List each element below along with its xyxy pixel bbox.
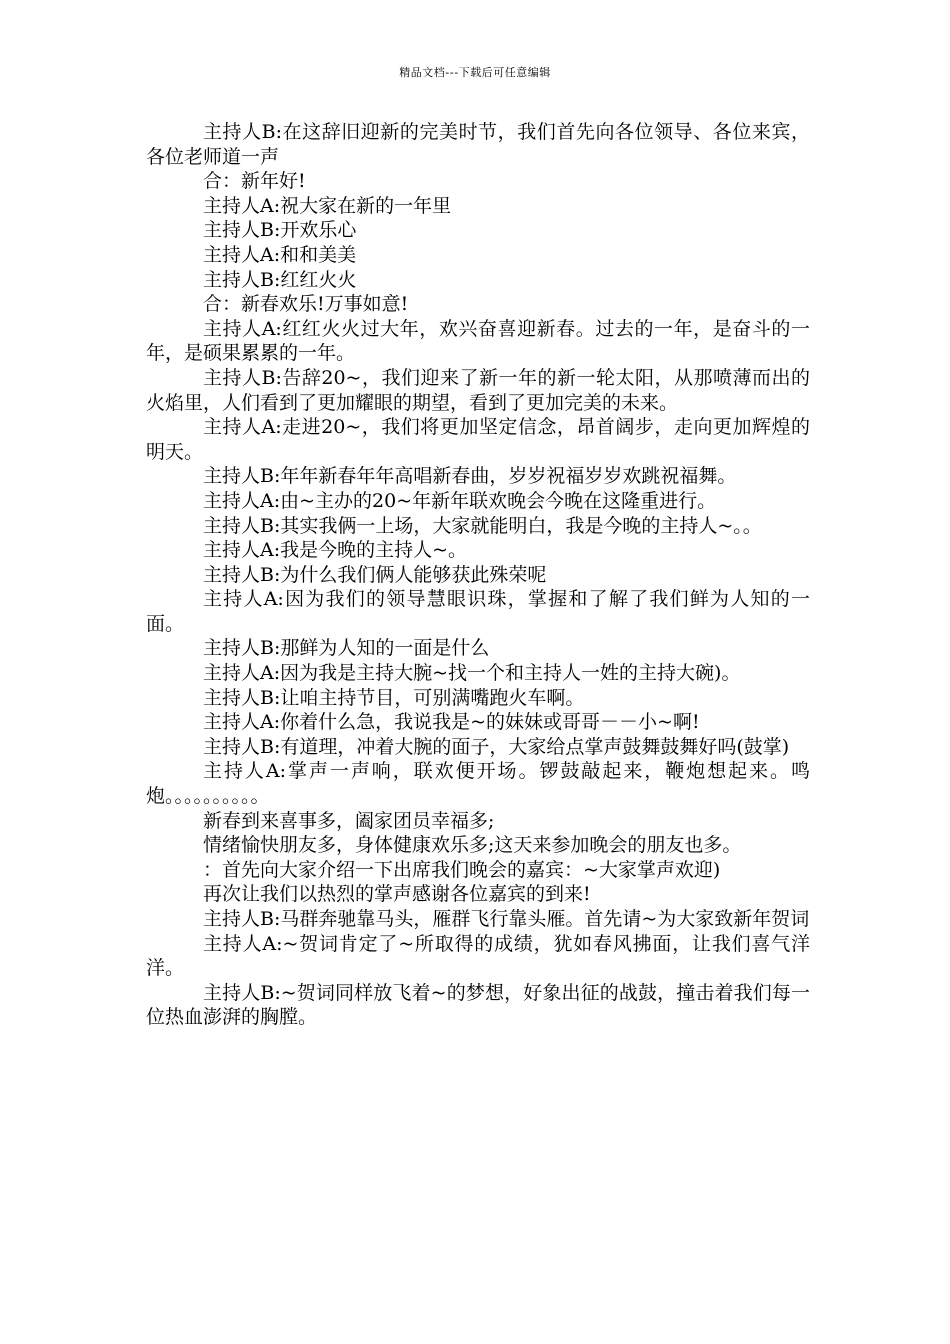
paragraph: 主持人A:红红火火过大年，欢兴奋喜迎新春。过去的一年，是奋斗的一年，是硕果累累的一年。 bbox=[146, 317, 810, 365]
paragraph: 新春到来喜事多，阖家团员幸福多; bbox=[203, 809, 495, 832]
paragraph: 再次让我们以热烈的掌声感谢各位嘉宾的到来! bbox=[203, 883, 591, 906]
paragraph: 主持人A:祝大家在新的一年里 bbox=[203, 194, 452, 217]
paragraph: 主持人B:马群奔驰靠马头，雁群飞行靠头雁。首先请~为大家致新年贺词 bbox=[203, 908, 810, 930]
paragraph: 主持人B:~贺词同样放飞着~的梦想，好象出征的战鼓，撞击着我们每一位热血澎湃的胸膛。 bbox=[146, 981, 810, 1029]
paragraph: 主持人A:由~主办的20~年新年联欢晚会今晚在这隆重进行。 bbox=[203, 489, 717, 512]
paragraph: 主持人A:我是今晚的主持人~。 bbox=[203, 539, 468, 562]
page-header: 精品文档---下载后可任意编辑 bbox=[399, 66, 551, 79]
paragraph: 主持人A:掌声一声响，联欢便开场。锣鼓敲起来，鞭炮想起来。鸣炮。。。。。。。。。。 bbox=[146, 760, 810, 808]
paragraph: 主持人B:年年新春年年高唱新春曲，岁岁祝福岁岁欢跳祝福舞。 bbox=[203, 465, 737, 488]
paragraph: 合：新春欢乐!万事如意! bbox=[203, 293, 409, 316]
document-body bbox=[146, 120, 810, 1030]
paragraph: 主持人B:红红火火 bbox=[203, 268, 357, 291]
paragraph: 主持人A:走进20~，我们将更加坚定信念，昂首阔步，走向更加辉煌的明天。 bbox=[146, 416, 810, 463]
paragraph: 主持人B:让咱主持节目，可别满嘴跑火车啊。 bbox=[203, 686, 585, 709]
paragraph: 主持人B:开欢乐心 bbox=[203, 219, 357, 242]
paragraph: 主持人B:其实我俩一上场，大家就能明白，我是今晚的主持人~。。 bbox=[203, 514, 762, 537]
paragraph: 主持人A:因为我是主持大腕~找一个和主持人一姓的主持大碗)。 bbox=[203, 662, 741, 685]
paragraph: 主持人B:有道理，冲着大腕的面子，大家给点掌声鼓舞鼓舞好吗(鼓掌) bbox=[203, 735, 790, 758]
paragraph: 主持人B:为什么我们俩人能够获此殊荣呢 bbox=[203, 563, 547, 586]
paragraph: 主持人A:和和美美 bbox=[203, 243, 357, 266]
paragraph: 主持人A:~贺词肯定了~所取得的成绩，犹如春风拂面，让我们喜气洋洋。 bbox=[146, 932, 810, 980]
paragraph: 情绪愉快朋友多，身体健康欢乐多;这天来参加晚会的朋友也多。 bbox=[203, 834, 742, 857]
paragraph: 主持人A:因为我们的领导慧眼识珠，掌握和了解了我们鲜为人知的一面。 bbox=[146, 588, 810, 635]
paragraph: ：首先向大家介绍一下出席我们晚会的嘉宾：~大家掌声欢迎) bbox=[203, 858, 721, 881]
paragraph: 合：新年好! bbox=[203, 170, 306, 193]
paragraph: 主持人B:在这辞旧迎新的完美时节，我们首先向各位领导、各位来宾，各位老师道一声 bbox=[146, 121, 810, 168]
paragraph: 主持人B:那鲜为人知的一面是什么 bbox=[203, 637, 490, 660]
paragraph: 主持人B:告辞20~，我们迎来了新一年的新一轮太阳，从那喷薄而出的火焰里，人们看到了更加耀眼的期望，看到了更加完美的未来。 bbox=[146, 366, 810, 414]
paragraph: 主持人A:你着什么急，我说我是~的妹妹或哥哥－－小~啊! bbox=[203, 711, 700, 734]
